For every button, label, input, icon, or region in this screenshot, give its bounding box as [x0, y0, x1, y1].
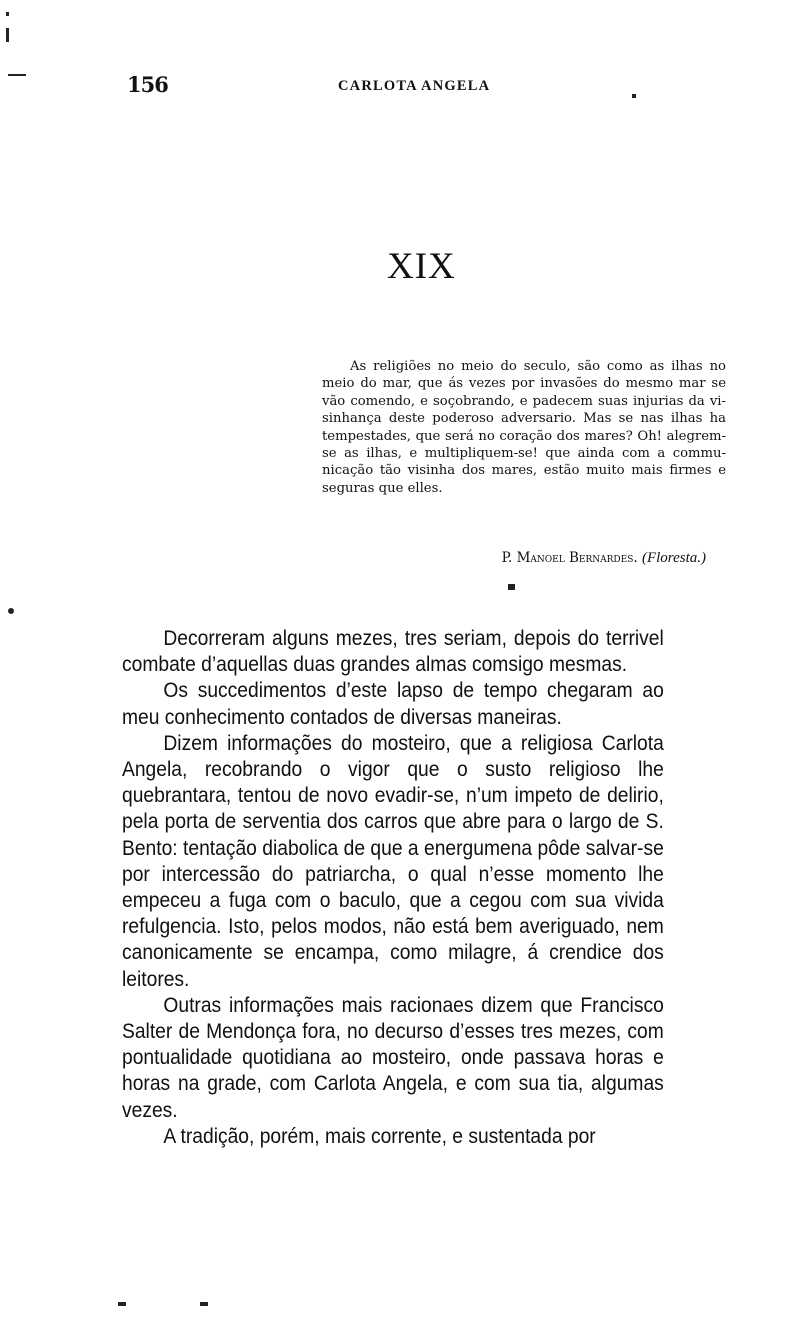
paragraph: Os succedimentos d’este lapso de tempo chegaram ao meu conhecimento contados de diversas maneiras. [122, 678, 664, 729]
epigraph-author: P. Manoel Bernardes. [501, 550, 638, 566]
chapter-title: XIX [387, 246, 456, 287]
paragraph: A tradição, porém, mais corrente, e sustentada por [163, 1123, 596, 1148]
running-title: CARLOTA ANGELA [338, 78, 491, 94]
scan-speck [6, 12, 9, 16]
scan-speck [632, 94, 636, 98]
scan-speck [6, 28, 9, 42]
paragraph: Dizem informações do mosteiro, que a religiosa Carlota Angela, recobrando o vigor que o susto religioso lhe quebrantara, tentou de novo evadir-se, n’um impeto de delirio, pela porta de serventia dos carros que abre para o largo de S. Bento: tentação diabolica de que a energumena pôde salvar-se por intercessão do patriarcha, o qual n’esse momento lhe empeceu a fuga com o baculo, que a cegou com sua vivida refulgencia. Isto, pelos modos, não está bem averiguado, nem canonicamente se encampa, como milagre, á crendice dos leitores. [122, 730, 664, 991]
scan-speck [8, 608, 14, 614]
epigraph-text: As religiões no meio do seculo, são como as ilhas no meio do mar, que ás vezes por invasões do mesmo mar se vão comendo, e soçobrando, e padecem suas injurias da visinhança deste poderoso adversario. Mas se nas ilhas ha tempestades, que será no coração dos mares? Oh! alegrem-se as ilhas, e multipliquem-se! que ainda com a communicação tão visinha dos mares, estão muito mais firmes e seguras que elles. [322, 359, 726, 496]
paragraph: Decorreram alguns mezes, tres seriam, depois do terrivel combate d’aquellas duas grandes almas comsigo mesmas. [122, 626, 664, 677]
scan-speck [200, 1302, 208, 1306]
epigraph-attribution [322, 550, 706, 567]
scan-speck [8, 74, 26, 76]
epigraph-work: (Floresta.) [641, 550, 706, 566]
body-text [122, 625, 664, 1149]
scan-speck [508, 584, 515, 590]
scan-speck [118, 1302, 126, 1306]
paragraph: Outras informações mais racionaes dizem que Francisco Salter de Mendonça fora, no decurso d’esses tres mezes, com pontualidade quotidiana ao mosteiro, onde passava horas e horas na grade, com Carlota Angela, e com sua tia, algumas vezes. [122, 992, 664, 1122]
page-number: 156 [127, 72, 168, 97]
epigraph [322, 358, 726, 497]
